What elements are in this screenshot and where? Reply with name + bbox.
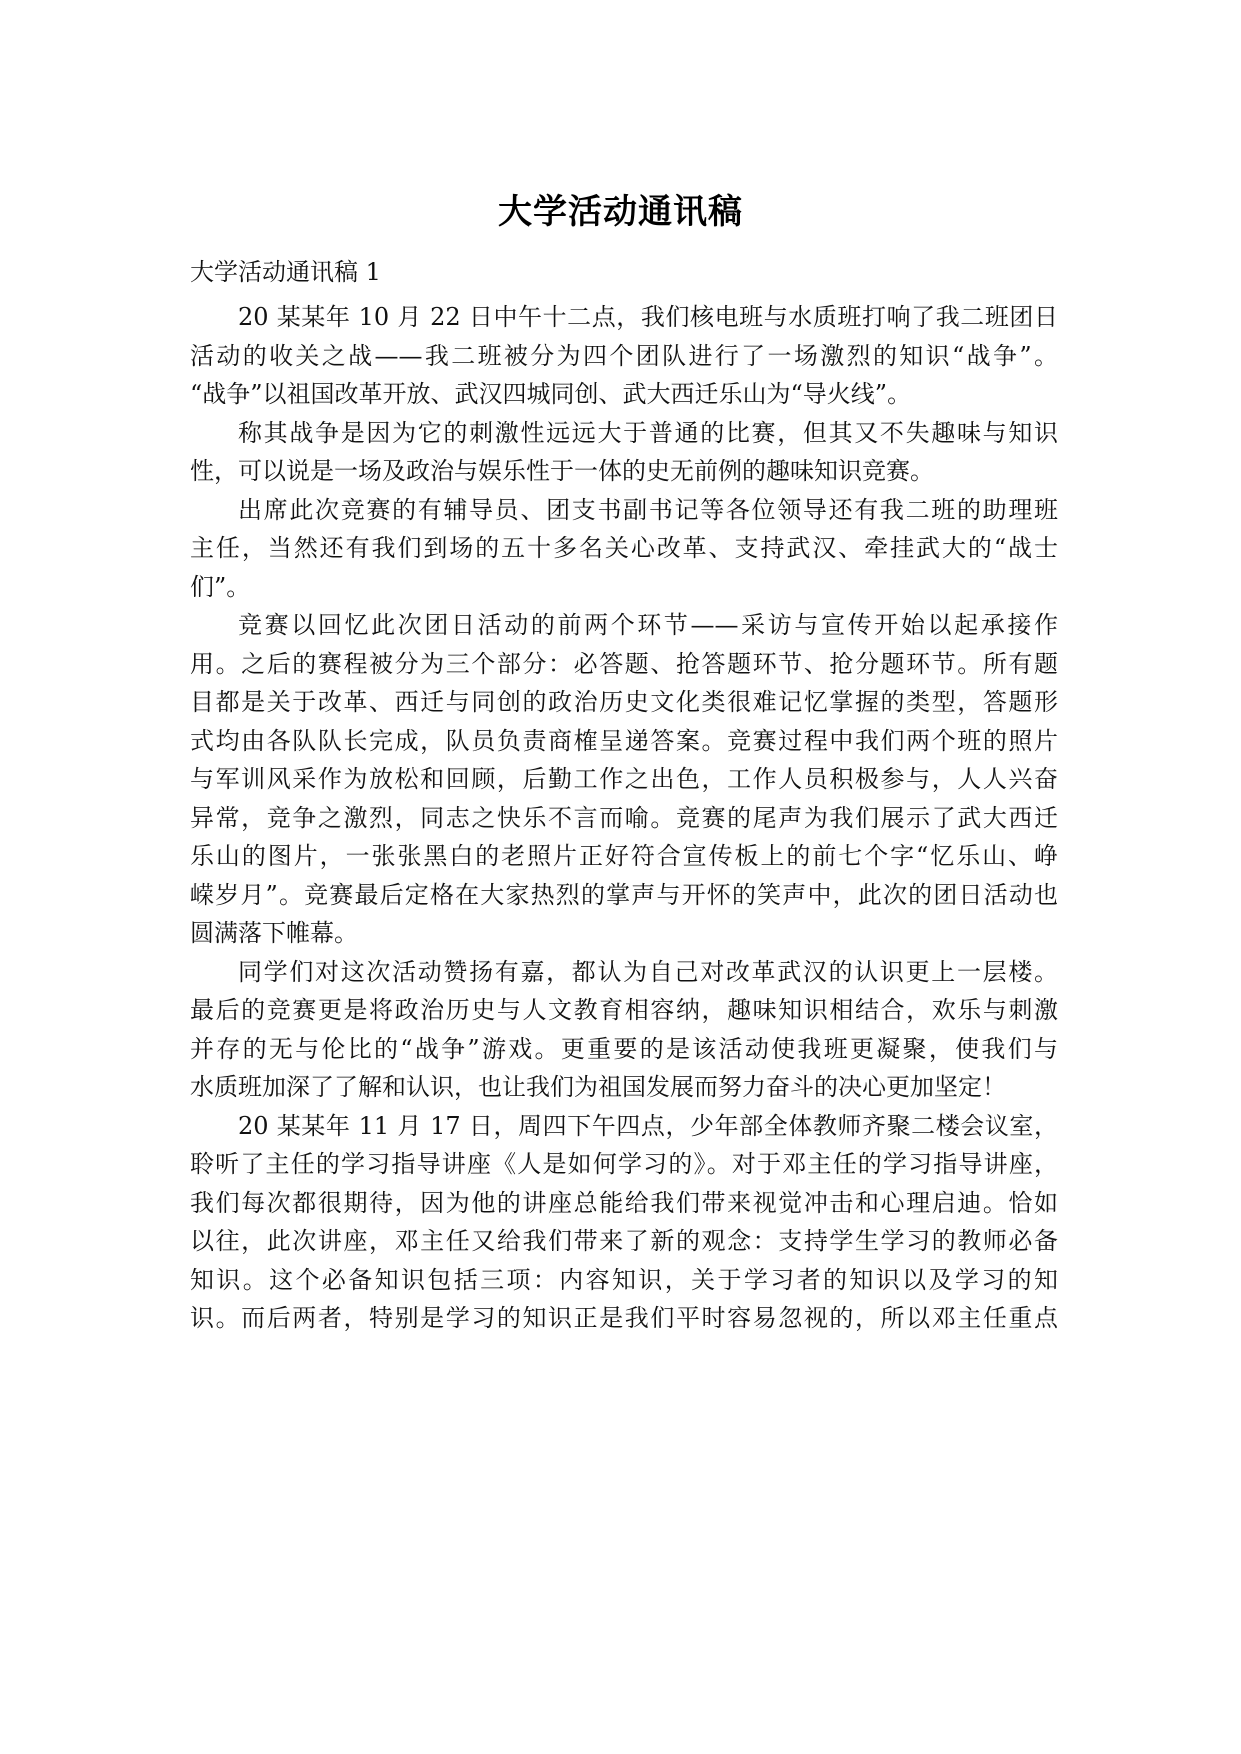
- text-line: 异常，竞争之激烈，同志之快乐不言而喻。竞赛的尾声为我们展示了武大西迁: [190, 803, 1058, 832]
- text-line: 我们每次都很期待，因为他的讲座总能给我们带来视觉冲击和心理启迪。恰如: [190, 1188, 1058, 1217]
- text-line: 称其战争是因为它的刺激性远远大于普通的比赛，但其又不失趣味与知识: [238, 418, 1058, 447]
- document-body: [190, 253, 1058, 1338]
- text-line: 聆听了主任的学习指导讲座《人是如何学习的》。对于邓主任的学习指导讲座，: [190, 1150, 1058, 1178]
- paragraph: [190, 491, 1058, 607]
- text-line: 出席此次竞赛的有辅导员、团支书副书记等各位领导还有我二班的助理班: [238, 495, 1058, 524]
- text-line: 知识。这个必备知识包括三项：内容知识，关于学习者的知识以及学习的知: [190, 1265, 1058, 1294]
- paragraph: [190, 1107, 1058, 1338]
- text-line: 嵘岁月”。竞赛最后定格在大家热烈的掌声与开怀的笑声中，此次的团日活动也: [190, 880, 1058, 909]
- text-line: 用。之后的赛程被分为三个部分：必答题、抢答题环节、抢分题环节。所有题: [190, 649, 1058, 678]
- text-line: 最后的竞赛更是将政治历史与人文教育相容纳，趣味知识相结合，欢乐与刺激: [190, 996, 1058, 1024]
- text-line: 们”。: [190, 572, 251, 601]
- text-line: 与军训风采作为放松和回顾，后勤工作之出色，工作人员积极参与，人人兴奋: [190, 765, 1058, 793]
- text-line: 式均由各队队长完成，队员负责商榷呈递答案。竞赛过程中我们两个班的照片: [190, 726, 1058, 755]
- paragraph: [190, 414, 1058, 491]
- text-line: 并存的无与伦比的“战争”游戏。更重要的是该活动使我班更凝聚，使我们与: [190, 1034, 1058, 1063]
- text-line: 圆满落下帷幕。: [190, 919, 358, 947]
- text-line: 竞赛以回忆此次团日活动的前两个环节——采访与宣传开始以起承接作: [238, 611, 1058, 639]
- text-line: “战争”以祖国改革开放、武汉四城同创、武大西迁乐山为“导火线”。: [190, 380, 912, 408]
- document-subtitle: 大学活动通讯稿 1: [190, 258, 381, 286]
- text-line: 同学们对这次活动赞扬有嘉，都认为自己对改革武汉的认识更上一层楼。: [238, 957, 1058, 986]
- text-line: 活动的收关之战——我二班被分为四个团队进行了一场激烈的知识“战争”。: [190, 341, 1058, 370]
- text-line: 20 某某年 11 月 17 日，周四下午四点，少年部全体教师齐聚二楼会议室，: [238, 1111, 1058, 1140]
- text-line: 目都是关于改革、西迁与同创的政治历史文化类很难记忆掌握的类型，答题形: [190, 688, 1058, 716]
- text-line: 乐山的图片，一张张黑白的老照片正好符合宣传板上的前七个字“忆乐山、峥: [190, 842, 1058, 870]
- text-line: 水质班加深了了解和认识，也让我们为祖国发展而努力奋斗的决心更加坚定！: [190, 1073, 1006, 1101]
- text-line: 性，可以说是一场及政治与娱乐性于一体的史无前例的趣味知识竞赛。: [190, 457, 934, 485]
- text-line: 20 某某年 10 月 22 日中午十二点，我们核电班与水质班打响了我二班团日: [238, 303, 1058, 331]
- document-title: 大学活动通讯稿: [498, 192, 743, 232]
- text-line: 主任，当然还有我们到场的五十多名关心改革、支持武汉、牵挂武大的“战士: [190, 534, 1058, 562]
- paragraph: [190, 953, 1058, 1107]
- paragraph: [190, 298, 1058, 414]
- paragraph: [190, 606, 1058, 953]
- text-line: 识。而后两者，特别是学习的知识正是我们平时容易忽视的，所以邓主任重点: [190, 1304, 1058, 1332]
- text-line: 以往，此次讲座，邓主任又给我们带来了新的观念：支持学生学习的教师必备: [190, 1227, 1058, 1255]
